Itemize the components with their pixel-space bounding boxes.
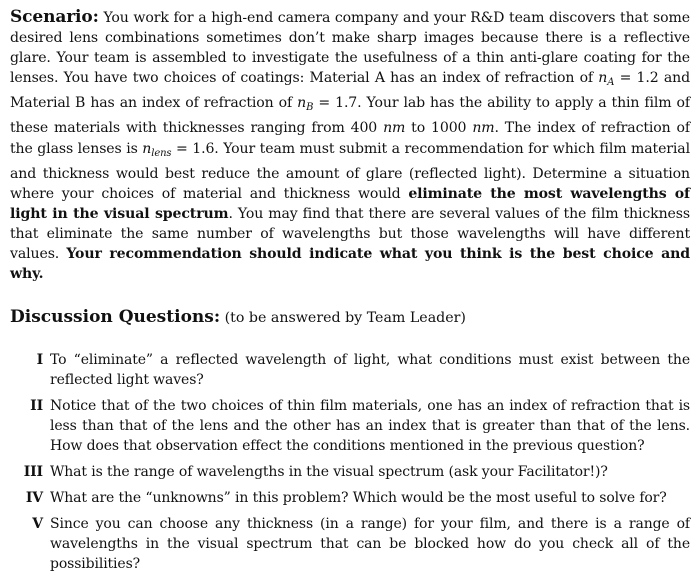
document-page [10, 7, 690, 580]
scenario-emphasis-1: eliminate the most wavelengths of light in the visual spectrum [10, 185, 690, 222]
n-b-value: = 1.7. Your lab has the ability to apply a thin film of these materials with thicknesses ranging from 400 [10, 95, 690, 137]
n-a-value: = 1.2 and Material B has an index of refraction of [10, 70, 690, 112]
scenario-emphasis-2: Your recommendation should indicate what you think is the best choice and why. [10, 246, 690, 283]
question-list [10, 350, 690, 574]
scenario-text-5: . You may find that there are several values of the film thickness that eliminate the same number of wavelengths but those wavelengths will have different values. [10, 205, 690, 263]
n-lens-symbol: n [142, 140, 152, 157]
question-text: To “eliminate” a reflected wavelength of light, what conditions must exist between the reflected light waves? [50, 352, 690, 389]
question-number: IV [25, 490, 43, 507]
question-item [10, 462, 690, 482]
question-number: II [30, 398, 43, 415]
n-b-symbol: n [297, 95, 307, 112]
n-a-symbol: n [598, 70, 608, 87]
n-b-subscript: B [306, 102, 314, 114]
scenario-heading: Scenario: [10, 7, 99, 27]
scenario-text-3: . The index of refraction of the glass lenses is [10, 120, 690, 157]
question-item [10, 514, 690, 574]
scenario-text-2: to 1000 [405, 120, 473, 137]
question-number: I [36, 352, 43, 369]
question-text: What are the “unknowns” in this problem? Which would be the most useful to solve for? [50, 490, 667, 507]
question-number: V [32, 516, 43, 533]
question-text: Notice that of the two choices of thin film materials, one has an index of refraction that is less than that of the lens and the other has an index that is greater than that of the lens. How does that observation effect the conditions mentioned in the previous question? [50, 398, 690, 455]
question-item [10, 488, 690, 508]
question-text: Since you can choose any thickness (in a range) for your film, and there is a range of wavelengths in the visual spectrum that can be blocked how do you check all of the possibilities? [50, 516, 690, 573]
n-lens-subscript: lens [151, 147, 172, 159]
unit-nm-2: nm [472, 120, 495, 137]
n-a-subscript: A [607, 77, 615, 89]
question-number: III [23, 464, 43, 481]
question-text: What is the range of wavelengths in the visual spectrum (ask your Facilitator!)? [50, 464, 608, 481]
question-item [10, 396, 690, 456]
unit-nm-1: nm [383, 120, 406, 137]
question-item [10, 350, 690, 390]
scenario-paragraph [10, 7, 690, 284]
scenario-text-4: = 1.6. Your team must submit a recommendation for which film material and thickness would best reduce the amount of glare (reflected light). Determine a situation where your choices of material and thickness would [10, 140, 690, 202]
discussion-heading: Discussion Questions: [10, 307, 221, 328]
discussion-header [10, 307, 690, 328]
discussion-note: (to be answered by Team Leader) [224, 310, 466, 327]
scenario-text-1: You work for a high-end camera company and your R&D team discovers that some desired lens combinations sometimes don’t make sharp images because there is a reflective glare. Your team is assembled to investigate the usefulness of a thin anti-glare coating for the lenses. You have two choices of coatings: Material A has an index of refraction of [10, 10, 690, 87]
